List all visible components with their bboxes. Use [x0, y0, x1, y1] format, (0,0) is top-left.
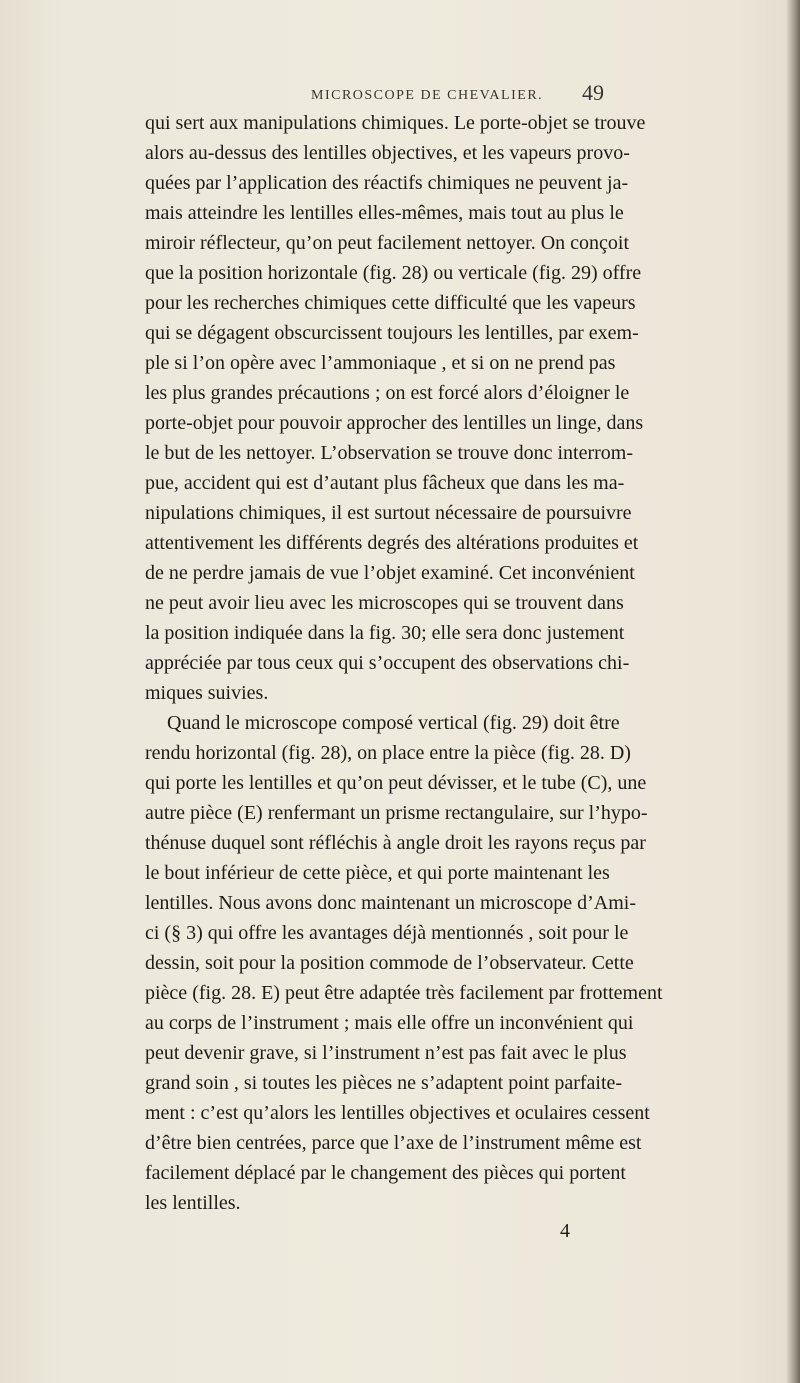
- text-line: nipulations chimiques, il est surtout nécessaire de poursuivre: [145, 502, 632, 524]
- text-line: ci (§ 3) qui offre les avantages déjà mentionnés , soit pour le: [145, 922, 629, 944]
- text-line: le but de les nettoyer. L’observation se trouve donc interrom-: [145, 442, 634, 464]
- signature-mark: 4: [560, 1220, 570, 1242]
- text-line: rendu horizontal (fig. 28), on place entre la pièce (fig. 28. D): [145, 742, 631, 764]
- text-line: facilement déplacé par le changement des pièces qui portent: [145, 1162, 626, 1184]
- text-line: pour les recherches chimiques cette difficulté que les vapeurs: [145, 292, 636, 314]
- text-line: le bout inférieur de cette pièce, et qui porte maintenant les: [145, 862, 610, 884]
- text-line: pièce (fig. 28. E) peut être adaptée très facilement par frottement: [145, 982, 663, 1004]
- page-edge-shadow: [786, 0, 800, 1383]
- text-line: de ne perdre jamais de vue l’objet examiné. Cet inconvénient: [145, 562, 635, 584]
- text-line: ne peut avoir lieu avec les microscopes qui se trouvent dans: [145, 592, 624, 614]
- text-line: autre pièce (E) renfermant un prisme rectangulaire, sur l’hypo-: [145, 802, 648, 824]
- text-line: lentilles. Nous avons donc maintenant un microscope d’Ami-: [145, 892, 637, 914]
- text-line: mais atteindre les lentilles elles-mêmes, mais tout au plus le: [145, 202, 624, 224]
- page-header: [0, 78, 800, 108]
- text-line: Quand le microscope composé vertical (fig. 29) doit être: [167, 712, 620, 734]
- text-line: les plus grandes précautions ; on est forcé alors d’éloigner le: [145, 382, 630, 404]
- text-line: appréciée par tous ceux qui s’occupent des observations chi-: [145, 652, 630, 674]
- text-line: d’être bien centrées, parce que l’axe de l’instrument même est: [145, 1132, 642, 1154]
- paragraph: [145, 108, 646, 708]
- text-line: la position indiquée dans la fig. 30; elle sera donc justement: [145, 622, 625, 644]
- text-line: thénuse duquel sont réfléchis à angle droit les rayons reçus par: [145, 832, 646, 854]
- text-line: ple si l’on opère avec l’ammoniaque , et si on ne prend pas: [145, 352, 616, 374]
- paragraph: [145, 708, 663, 1218]
- text-line: miroir réflecteur, qu’on peut facilement nettoyer. On conçoit: [145, 232, 630, 254]
- text-line: ment : c’est qu’alors les lentilles objectives et oculaires cessent: [145, 1102, 650, 1124]
- text-line: qui sert aux manipulations chimiques. Le porte-objet se trouve: [145, 112, 646, 134]
- text-line: attentivement les différents degrés des altérations produites et: [145, 532, 639, 554]
- text-line: porte-objet pour pouvoir approcher des lentilles un linge, dans: [145, 412, 644, 434]
- text-line: alors au-dessus des lentilles objectives, et les vapeurs provo-: [145, 142, 630, 164]
- running-head: MICROSCOPE DE CHEVALIER.: [311, 88, 544, 103]
- text-line: dessin, soit pour la position commode de l’observateur. Cette: [145, 952, 634, 974]
- text-line: les lentilles.: [145, 1192, 241, 1214]
- page-number: 49: [582, 80, 604, 105]
- text-line: grand soin , si toutes les pièces ne s’adaptent point parfaite-: [145, 1072, 623, 1094]
- text-line: au corps de l’instrument ; mais elle offre un inconvénient qui: [145, 1012, 634, 1034]
- text-line: quées par l’application des réactifs chimiques ne peuvent ja-: [145, 172, 629, 194]
- body-text: [145, 108, 663, 1218]
- text-line: qui se dégagent obscurcissent toujours les lentilles, par exem-: [145, 322, 639, 344]
- text-line: qui porte les lentilles et qu’on peut dévisser, et le tube (C), une: [145, 772, 647, 794]
- text-line: pue, accident qui est d’autant plus fâcheux que dans les ma-: [145, 472, 625, 494]
- text-line: que la position horizontale (fig. 28) ou verticale (fig. 29) offre: [145, 262, 642, 284]
- text-line: miques suivies.: [145, 682, 269, 704]
- text-line: peut devenir grave, si l’instrument n’est pas fait avec le plus: [145, 1042, 627, 1064]
